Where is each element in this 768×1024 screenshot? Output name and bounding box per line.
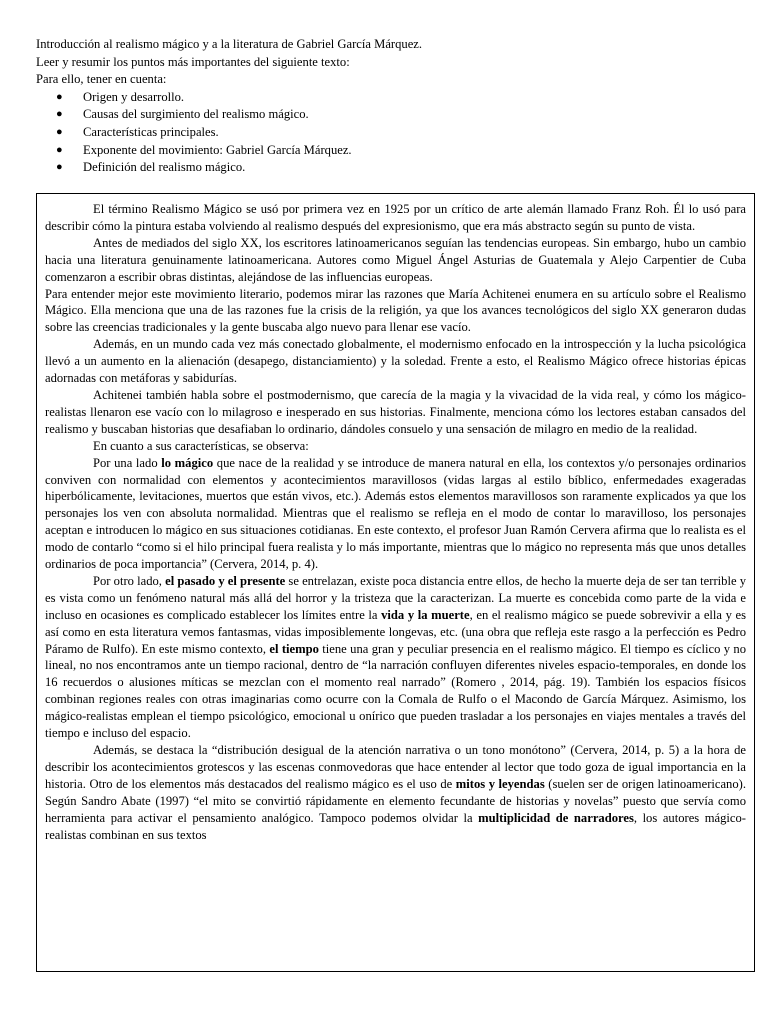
topic-text: Exponente del movimiento: Gabriel García Márquez.	[83, 142, 352, 157]
highlight-multiplicidad-narradores: multiplicidad de narradores	[478, 810, 634, 825]
paragraph-religion-crisis: Para entender mejor este movimiento literario, podemos mirar las razones que María Achitenei enumera en su artículo sobre el Realismo Mágico. Ella menciona que una de las razones fue la crisis de la religión, ya que los avances tecnológicos del siglo XX generaron dudas sobre las creencias tradicionales y la gente buscaba algo nuevo para llenar ese vacío.	[45, 286, 746, 335]
topic-list	[36, 89, 736, 177]
assignment-instructions	[36, 36, 736, 177]
bullet-icon: ●	[56, 108, 63, 121]
reading-text-box	[36, 193, 755, 972]
topic-text: Origen y desarrollo.	[83, 89, 185, 104]
paragraph-alienation: Además, en un mundo cada vez más conectado globalmente, el modernismo enfocado en la introspección y la lucha psicológica llevó a un aumento en la alienación (desapego, distanciamiento) y la soledad. Frente a esto, el Realismo Mágico ofrece historias épicas adornadas con metáforas y sabidurías.	[45, 337, 746, 386]
assignment-title: Introducción al realismo mágico y a la literatura de Gabriel García Márquez.	[36, 37, 423, 51]
topic-item	[36, 142, 736, 160]
paragraph-the-magical: Por una lado lo mágico que nace de la realidad y se introduce de manera natural en ella, los contextos y/o personajes ordinarios conviven con normalidad con elementos y acontecimientos maravillosos (vidas largas al estilo bíblico, enfermedades exageradas hiperbólicamente, levitaciones, muertos que están vivos, etc.). Además estos elementos maravillosos son raramente explicados ya que los personajes los ven con absoluta normalidad. Mientras que el realismo se refleja en el modo de contar lo maravilloso, los personajes aceptan e introducen lo mágico en sus situaciones cotidianas. En este contexto, el profesor Juan Ramón Cervera afirma que lo realista es el modo de contarlo “como si el hilo principal fuera realista y lo más importante, mientras que lo mágico no representa más que unos detalles ordinarios de poca importancia” (Cervera, 2014, p. 4).	[45, 455, 746, 572]
topic-item	[36, 159, 736, 177]
assignment-instruction: Leer y resumir los puntos más importantes del siguiente texto:	[36, 54, 350, 69]
paragraph-latin-american-shift: Antes de mediados del siglo XX, los escritores latinoamericanos seguían las tendencias europeas. Sin embargo, hubo un cambio hacia una literatura genuinamente latinoamericana. Autores como Miguel Ángel Asturias de Guatemala y Alejo Carpentier de Cuba comenzaron a escribir obras distintas, alejándose de las influencias europeas.	[45, 235, 746, 284]
paragraph-narrative-tone: Además, se destaca la “distribución desigual de la atención narrativa o un tono monótono” (Cervera, 2014, p. 5) a la hora de describir los acontecimientos grotescos y las escenas conmovedoras que hace entender al lector que todo goza de igual importancia en la historia. Otro de los elementos más destacados del realismo mágico es el uso de mitos y leyendas (suelen ser de origen latinoamericano). Según Sandro Abate (1997) “el mito se convirtió rápidamente en elemento fecundante de historias y novelas” puesto que servía como herramienta para activar el pensamiento analógico. Tampoco podemos olvidar la multiplicidad de narradores, los autores mágico-realistas combinan en sus textos	[45, 743, 746, 842]
highlight-vida-muerte: vida y la muerte	[381, 607, 470, 622]
paragraph-origin: El término Realismo Mágico se usó por primera vez en 1925 por un crítico de arte alemán llamado Franz Roh. Él lo usó para describir cómo la pintura estaba volviendo al realismo después del expresionismo, que era más abstracto según su punto de vista.	[45, 202, 746, 233]
assignment-lead: Para ello, tener en cuenta:	[36, 72, 167, 87]
highlight-lo-magico: lo mágico	[161, 455, 214, 470]
paragraph-past-and-present: Por otro lado, el pasado y el presente se entrelazan, existe poca distancia entre ellos, de hecho la muerte deja de ser tan terrible y es vista como un fenómeno natural más allá del horror y la tristeza que la caracterizan. La muerte es concebida como parte de la vida e incluso en ocasiones es complicado establecer los límites entre la vida y la muerte, en el realismo mágico se puede sobrevivir a ella y es así como en esta literatura vemos fantasmas, vidas imposiblemente longevas, etc. (una obra que refleja este rasgo a la perfección es Pedro Páramo de Rulfo). En este mismo contexto, el tiempo tiene una gran y peculiar presencia en el realismo mágico. El tiempo es cíclico y no lineal, no nos encontramos ante un tiempo racional, dentro de “la narración confluyen diferentes niveles espacio-temporales, en donde los 16 recuerdos o alusiones míticas se mezclan con el momento real narrado” (Romero , 2014, pág. 19). También los espacios físicos combinan regiones reales con otras imaginarias como ocurre con la Comala de Rulfo o el Macondo de García Márquez. Asimismo, los mágico-realistas emplean el tiempo psicológico, emocional u onírico que pueden trasladar a los personajes en viajes mentales a través del tiempo e incluso del espacio.	[45, 573, 747, 741]
paragraph-characteristics-intro: En cuanto a sus características, se observa:	[93, 438, 309, 453]
highlight-el-tiempo: el tiempo	[269, 641, 319, 656]
topic-item	[36, 89, 736, 107]
reading-text	[45, 201, 746, 843]
topic-item	[36, 106, 736, 124]
topic-text: Características principales.	[83, 124, 219, 139]
bullet-icon: ●	[56, 90, 63, 103]
paragraph-postmodernism: Achitenei también habla sobre el postmodernismo, que carecía de la magia y la vivacidad de la vida real, y cómo los mágico-realistas llenaron ese vacío con lo milagroso e inesperado en sus historias. Finalmente, menciona cómo los lectores estaban cansados del realismo y buscaban historias que desafiaban lo ordinario, dándoles consuelo y una sensación de milagro en medio de la realidad.	[45, 387, 746, 436]
topic-item	[36, 124, 736, 142]
bullet-icon: ●	[56, 125, 63, 138]
bullet-icon: ●	[56, 161, 63, 174]
topic-text: Causas del surgimiento del realismo mágico.	[83, 107, 309, 122]
bullet-icon: ●	[56, 143, 63, 156]
highlight-pasado-presente: el pasado y el presente	[165, 573, 286, 588]
highlight-mitos-leyendas: mitos y leyendas	[455, 776, 545, 791]
topic-text: Definición del realismo mágico.	[83, 160, 246, 175]
